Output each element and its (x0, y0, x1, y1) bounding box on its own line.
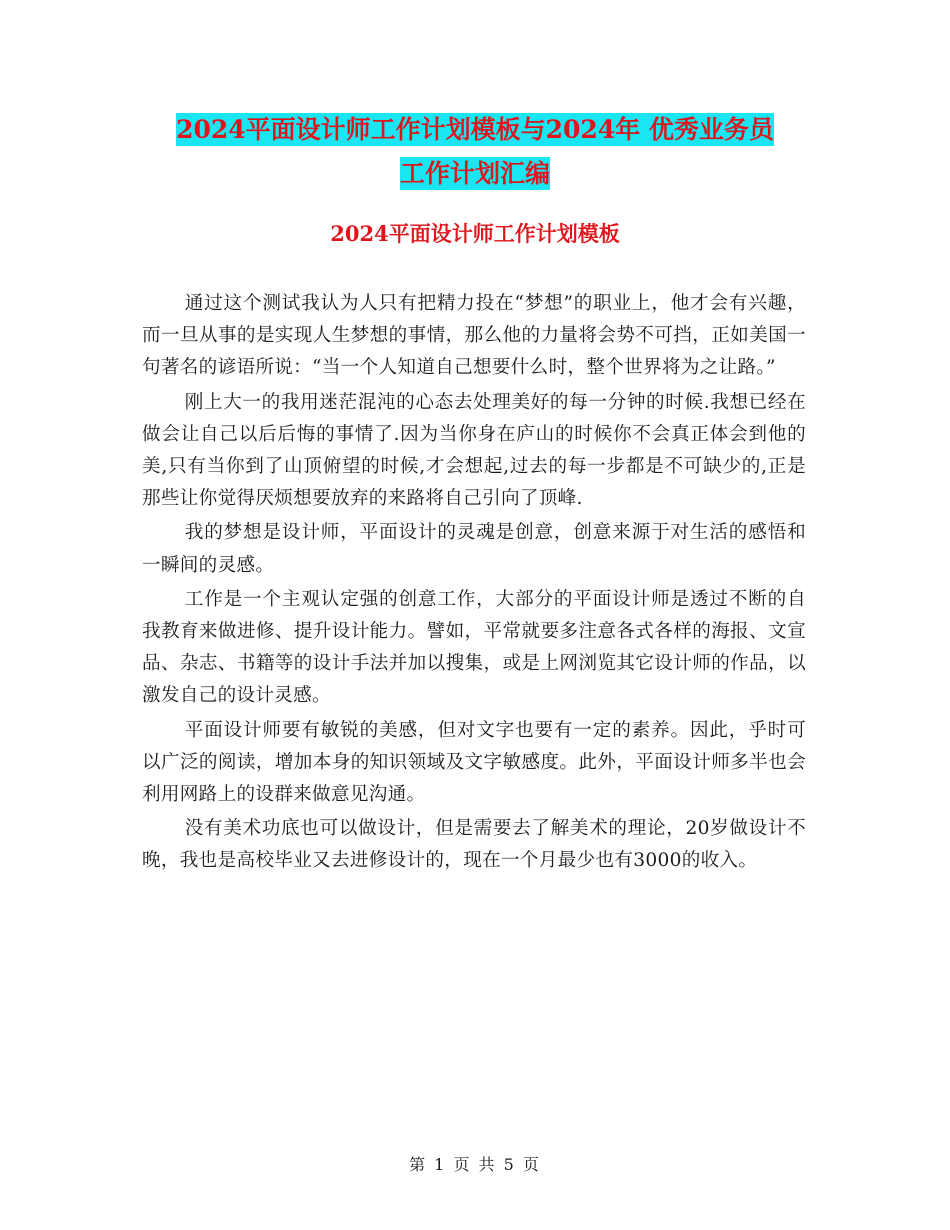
paragraph: 平面设计师要有敏锐的美感，但对文字也要有一定的素养。因此，乎时可以广泛的阅读，增加本身的知识领域及文字敏感度。此外，平面设计师多半也会利用网路上的设群来做意见沟通。 (142, 719, 806, 806)
paragraph: 没有美术功底也可以做设计，但是需要去了解美术的理论，20岁做设计不晚，我也是高校毕业又去进修设计的，现在一个月最少也有3000的收入。 (142, 818, 806, 872)
document-title (140, 108, 810, 196)
paragraph: 通过这个测试我认为人只有把精力投在“梦想”的职业上，他才会有兴趣，而一旦从事的是实现人生梦想的事情，那么他的力量将会势不可挡，正如美国一句著名的谚语所说：“当一个人知道自己想要什么时，整个世界将为之让路。” (142, 293, 806, 379)
section-heading: 2024平面设计师工作计划模板 (330, 221, 620, 246)
document-title-line-2: 工作计划汇编 (399, 159, 550, 188)
paragraph: 我的梦想是设计师，平面设计的灵魂是创意，创意来源于对生活的感悟和一瞬间的灵感。 (142, 522, 806, 576)
page-footer: 第 1 页 共 5 页 (409, 1155, 541, 1174)
paragraph: 工作是一个主观认定强的创意工作，大部分的平面设计师是透过不断的自我教育来做进修、提升设计能力。譬如，平常就要多注意各式各样的海报、文宣品、杂志、书籍等的设计手法并加以搜集，或是上网浏览其它设计师的作品，以激发自己的设计灵感。 (142, 588, 806, 707)
body-text (142, 288, 806, 880)
document-title-line-1: 2024平面设计师工作计划模板与2024年 优秀业务员 (176, 115, 774, 144)
paragraph: 刚上大一的我用迷茫混沌的心态去处理美好的每一分钟的时候.我想已经在做会让自己以后后悔的事情了.因为当你身在庐山的时候你不会真正体会到他的美,只有当你到了山顶俯望的时候,才会想起,过去的每一步都是不可缺少的,正是那些让你觉得厌烦想要放弃的来路将自己引向了顶峰. (142, 391, 806, 510)
